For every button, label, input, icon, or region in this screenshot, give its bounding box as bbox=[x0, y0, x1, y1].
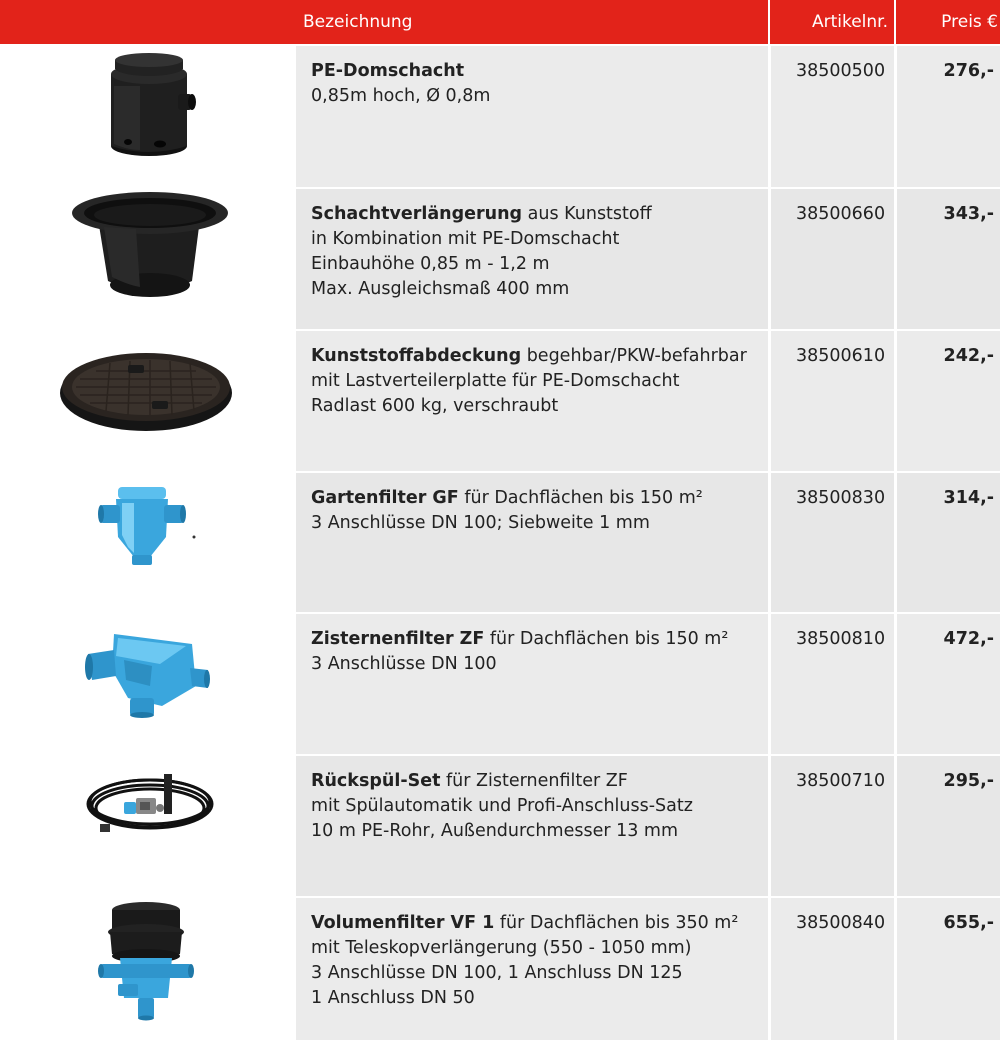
product-title: Gartenfilter GF bbox=[311, 488, 459, 508]
price: 276,- bbox=[897, 46, 1000, 187]
price: 343,- bbox=[897, 189, 1000, 329]
product-image-cell bbox=[0, 614, 292, 754]
product-detail: 3 Anschlüsse DN 100 bbox=[311, 654, 497, 674]
article-number: 38500810 bbox=[771, 614, 894, 754]
product-detail: Radlast 600 kg, verschraubt bbox=[311, 396, 559, 416]
product-image-cell bbox=[0, 331, 292, 471]
price: 655,- bbox=[897, 898, 1000, 1040]
product-title: PE-Domschacht bbox=[311, 61, 465, 81]
header-bezeichnung: Bezeichnung bbox=[303, 12, 413, 32]
kunststoffabdeckung-image bbox=[0, 331, 292, 471]
zisternenfilter-image bbox=[0, 614, 292, 754]
product-description bbox=[296, 189, 768, 329]
product-detail: mit Lastverteilerplatte für PE-Domschacht bbox=[311, 371, 680, 391]
product-description bbox=[296, 331, 768, 471]
product-description bbox=[296, 756, 768, 896]
product-image-cell bbox=[0, 189, 292, 329]
product-title-suffix: für Dachflächen bis 150 m² bbox=[484, 629, 729, 649]
product-title: Kunststoffabdeckung bbox=[311, 346, 522, 366]
table-row bbox=[0, 756, 1000, 896]
product-detail: 3 Anschlüsse DN 100, 1 Anschluss DN 125 bbox=[311, 963, 683, 983]
product-title-suffix: für Zisternenfilter ZF bbox=[440, 771, 628, 791]
table-header bbox=[0, 0, 1000, 44]
table-row bbox=[0, 189, 1000, 329]
product-detail: 10 m PE-Rohr, Außendurchmesser 13 mm bbox=[311, 821, 679, 841]
product-description bbox=[296, 614, 768, 754]
header-preis: Preis € bbox=[941, 12, 998, 32]
table-row bbox=[0, 614, 1000, 754]
article-number: 38500610 bbox=[771, 331, 894, 471]
product-image-cell bbox=[0, 46, 292, 187]
table-row bbox=[0, 331, 1000, 471]
price: 242,- bbox=[897, 331, 1000, 471]
product-title: Rückspül-Set bbox=[311, 771, 441, 791]
product-description bbox=[296, 898, 768, 1040]
header-artikelnr: Artikelnr. bbox=[811, 12, 888, 32]
product-detail: 0,85m hoch, Ø 0,8m bbox=[311, 86, 491, 106]
table-row bbox=[0, 898, 1000, 1040]
product-detail: mit Teleskopverlängerung (550 - 1050 mm) bbox=[311, 938, 692, 958]
product-detail: 1 Anschluss DN 50 bbox=[311, 988, 475, 1008]
article-number: 38500500 bbox=[771, 46, 894, 187]
product-title: Schachtverlängerung bbox=[311, 204, 523, 224]
product-title-suffix: für Dachflächen bis 150 m² bbox=[458, 488, 703, 508]
article-number: 38500660 bbox=[771, 189, 894, 329]
gartenfilter-image bbox=[0, 473, 292, 612]
price: 472,- bbox=[897, 614, 1000, 754]
product-detail: in Kombination mit PE-Domschacht bbox=[311, 229, 620, 249]
schachtverlaengerung-image bbox=[0, 189, 292, 329]
product-image-cell bbox=[0, 473, 292, 612]
pe-domschacht-image bbox=[0, 46, 292, 187]
table-row bbox=[0, 473, 1000, 612]
product-detail: Max. Ausgleichsmaß 400 mm bbox=[311, 279, 570, 299]
table-row bbox=[0, 46, 1000, 187]
product-title-suffix: für Dachflächen bis 350 m² bbox=[494, 913, 739, 933]
product-detail: Einbauhöhe 0,85 m - 1,2 m bbox=[311, 254, 550, 274]
article-number: 38500830 bbox=[771, 473, 894, 612]
price: 295,- bbox=[897, 756, 1000, 896]
product-title-suffix: begehbar/PKW-befahrbar bbox=[521, 346, 747, 366]
product-image-cell bbox=[0, 898, 292, 1040]
product-description bbox=[296, 473, 768, 612]
article-number: 38500710 bbox=[771, 756, 894, 896]
rueckspuel-set-image bbox=[0, 756, 292, 896]
product-title-suffix: aus Kunststoff bbox=[522, 204, 652, 224]
product-title: Zisternenfilter ZF bbox=[311, 629, 485, 649]
volumenfilter-image bbox=[0, 898, 292, 1040]
article-number: 38500840 bbox=[771, 898, 894, 1040]
product-detail: mit Spülautomatik und Profi-Anschluss-Satz bbox=[311, 796, 693, 816]
product-title: Volumenfilter VF 1 bbox=[311, 913, 495, 933]
product-description bbox=[296, 46, 768, 187]
price: 314,- bbox=[897, 473, 1000, 612]
product-detail: 3 Anschlüsse DN 100; Siebweite 1 mm bbox=[311, 513, 650, 533]
product-image-cell bbox=[0, 756, 292, 896]
